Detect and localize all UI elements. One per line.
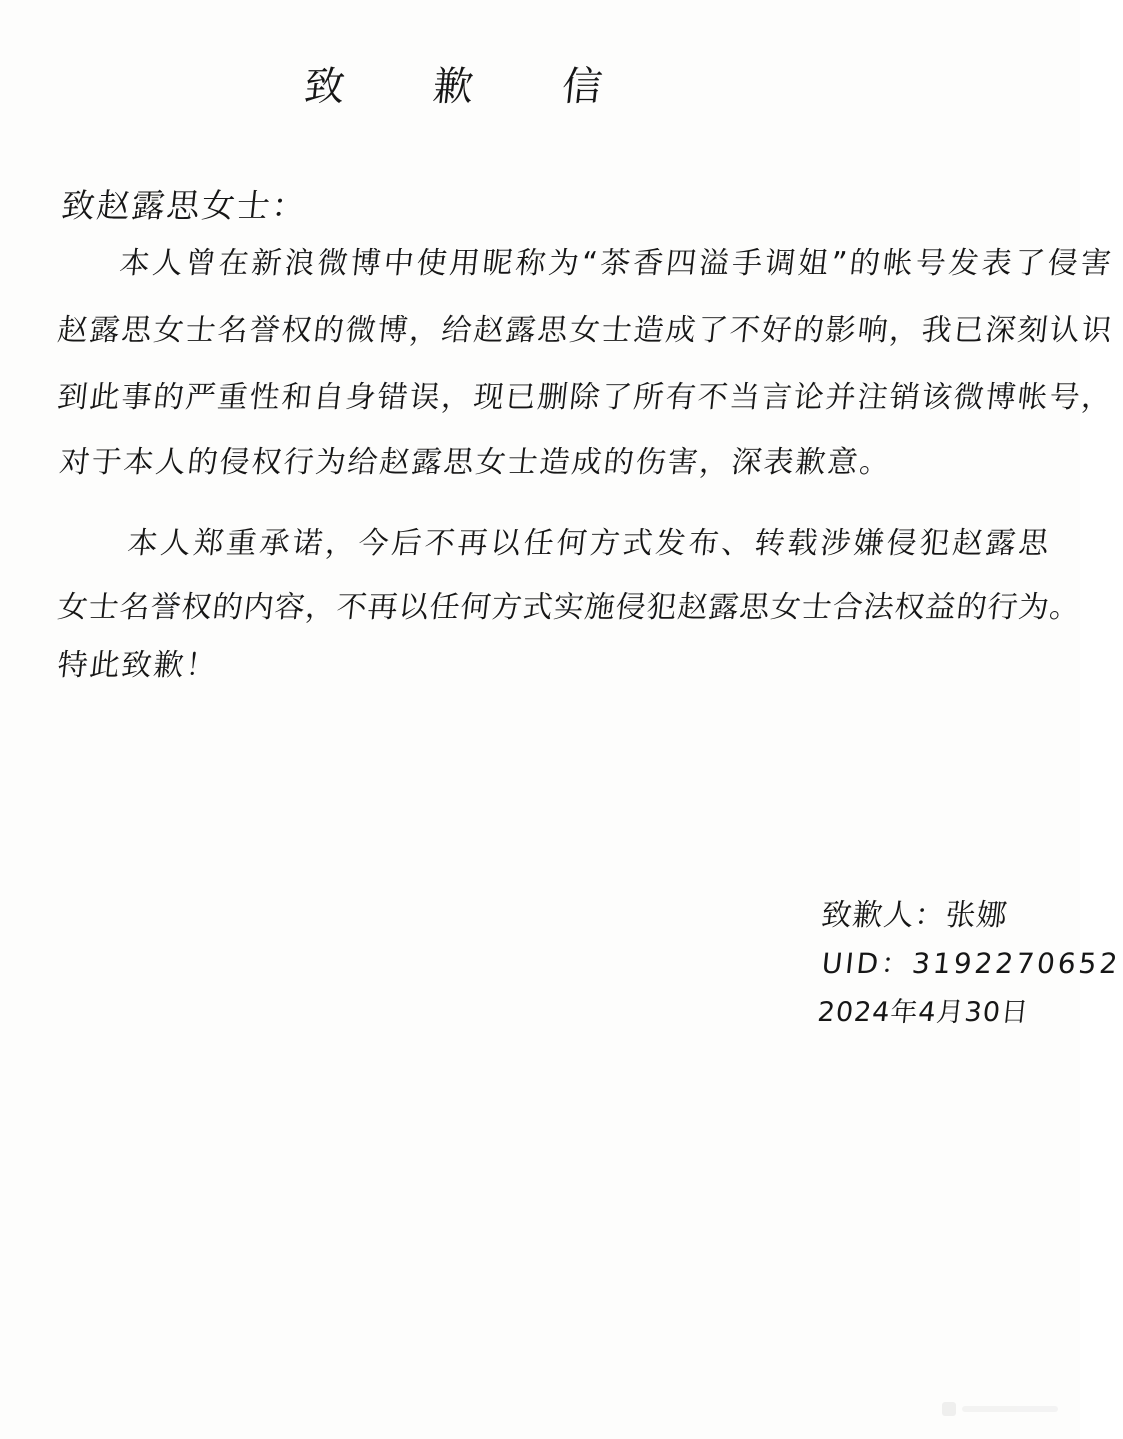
paragraph1-line4: 对于本人的侵权行为给赵露思女士造成的伤害，深表歉意。 bbox=[57, 445, 894, 480]
letter-date: 2024年4月30日 bbox=[816, 997, 1031, 1028]
uid: UID：3192270652 bbox=[820, 947, 1123, 980]
faint-watermark-icon bbox=[942, 1398, 1062, 1420]
paragraph1-line1: 本人曾在新浪微博中使用昵称为“茶香四溢手调姐”的帐号发表了侵害 bbox=[117, 246, 1116, 281]
letter-title: 致 歉 信 bbox=[302, 64, 643, 110]
paragraph2-line2: 女士名誉权的内容，不再以任何方式实施侵犯赵露思女士合法权益的行为。 bbox=[55, 590, 1083, 625]
paragraph1-line2: 赵露思女士名誉权的微博，给赵露思女士造成了不好的影响，我已深刻认识 bbox=[55, 313, 1116, 348]
paragraph2-line1: 本人郑重承诺，今后不再以任何方式发布、转载涉嫌侵犯赵露思 bbox=[125, 526, 1054, 561]
signer: 致歉人：张娜 bbox=[819, 898, 1010, 933]
paragraph1-line3: 到此事的严重性和自身错误，现已删除了所有不当言论并注销该微博帐号， bbox=[55, 380, 1116, 415]
salutation: 致赵露思女士： bbox=[59, 186, 309, 225]
paragraph2-line3: 特此致歉！ bbox=[55, 648, 220, 683]
